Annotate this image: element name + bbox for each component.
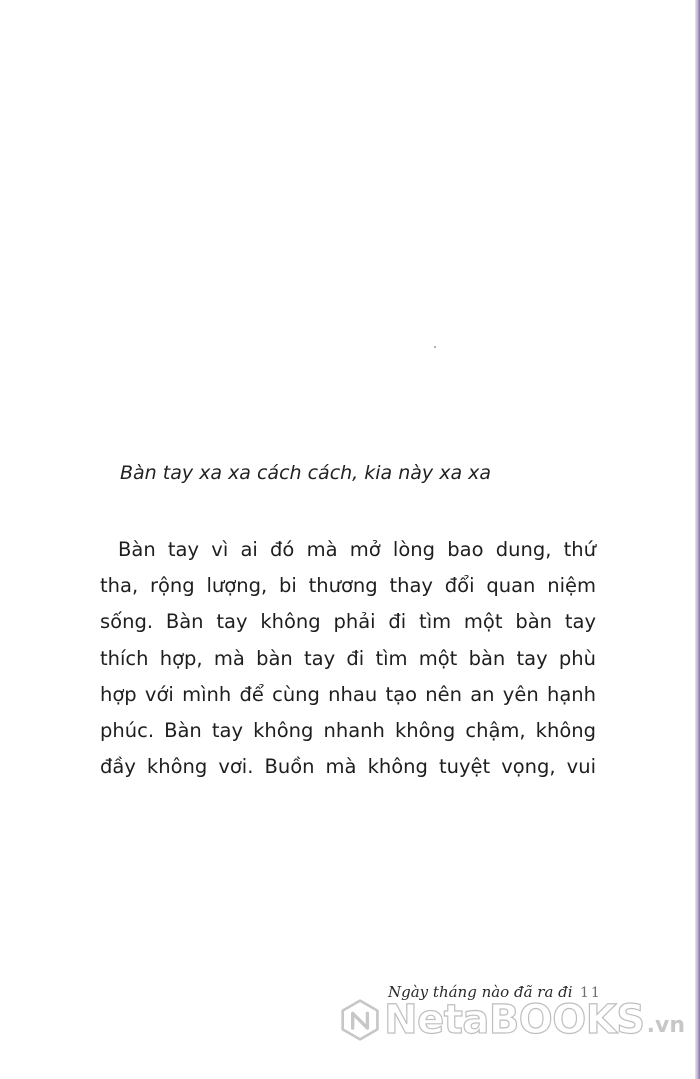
paragraph-line: Bàn tay vì ai đó mà mở lòng bao dung, thứ bbox=[118, 538, 596, 561]
paragraph-line: đầy không vơi. Buồn mà không tuyệt vọng, vui bbox=[100, 755, 596, 779]
paragraph-line: thích hợp, mà bàn tay đi tìm một bàn tay phù bbox=[100, 646, 596, 670]
body-paragraph bbox=[100, 532, 596, 785]
watermark-brand: NetaBOOKS bbox=[384, 997, 645, 1043]
netabooks-logo-icon bbox=[340, 988, 380, 1052]
watermark-suffix: .vn bbox=[646, 1012, 685, 1038]
paragraph-line: hợp với mình để cùng nhau tạo nên an yên hạnh bbox=[100, 682, 596, 706]
running-footer-title: Ngày tháng nào đã ra đi bbox=[388, 983, 573, 1001]
page-edge bbox=[695, 0, 700, 1079]
paragraph-line: sống. Bàn tay không phải đi tìm một bàn tay bbox=[100, 610, 596, 634]
paragraph-line: tha, rộng lượng, bi thương thay đổi quan niệm bbox=[100, 574, 596, 598]
epigraph: Bàn tay xa xa cách cách, kia này xa xa bbox=[120, 462, 492, 484]
page-number: 11 bbox=[580, 985, 602, 1001]
paragraph-line: phúc. Bàn tay không nhanh không chậm, không bbox=[100, 719, 596, 743]
scan-speck bbox=[434, 346, 436, 348]
